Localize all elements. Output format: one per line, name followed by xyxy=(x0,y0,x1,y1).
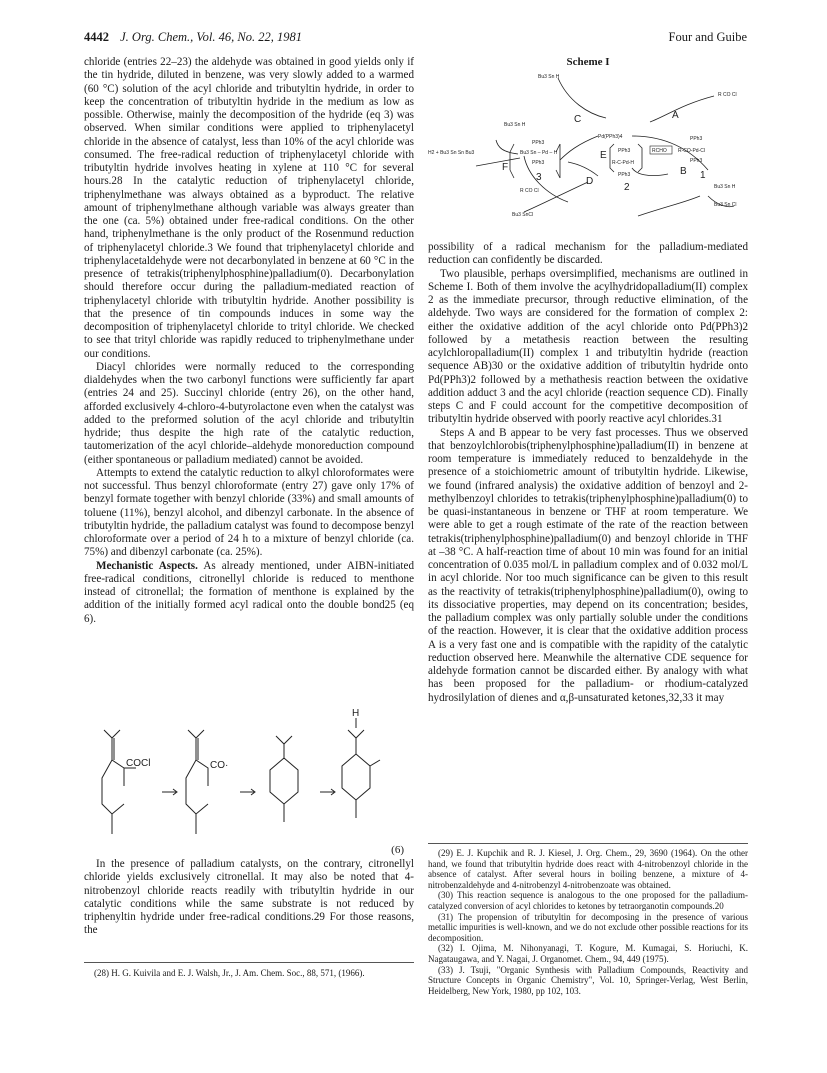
page-number: 4442 xyxy=(84,30,109,44)
step-label: D xyxy=(586,176,594,187)
scheme-title: Scheme I xyxy=(566,56,610,68)
scheme-1 xyxy=(428,56,748,236)
scheme-label: H2 + Bu3 Sn Sn Bu3 xyxy=(428,150,475,156)
scheme-label: Bu3 Sn H xyxy=(714,184,736,190)
paragraph-mechanistic xyxy=(84,560,414,626)
section-runin-heading: Mechanistic Aspects. xyxy=(96,559,198,572)
header-authors: Four and Guibe xyxy=(668,30,747,44)
equation-6-drawing xyxy=(84,706,414,842)
paragraph: chloride (entries 22–23) the aldehyde was obtained in good yields only if the tin hydride, diluted in benzene, was very slowly added to a warmed (60 °C) solution of the acyl chloride and tributyltin hydride, in order to keep the concentration of tributyltin hydride in the medium as low as possible. Otherwise, mainly the decomposition of the hydride (eq 3) was observed. When similar conditions were applied to triphenylacetyl chloride in the absence of catalyst, less than 10% of the acyl chloride was consumed. The free-radical reduction of triphenylacetyl chloride with tributyltin hydride involves heating in xylene at 110 °C for several hours.28 In the catalytic reduction of triphenylacetyl chloride, triphenylmethane was always obtained as a byproduct. The relative amount of triphenylmethane although variable was always greater than the one (ca. 5%) obtained under free-radical conditions. On the other hand, triphenylmethane is the only product of the Rosenmund reduction of triphenylacetyl chloride.3 We found that triphenylacetyl chloride and triphenylacetaldehyde were not decarbonylated in benzene at 60 °C in the presence of tetrakis(triphenylphosphine)palladium(0). Decarbonylation should therefore occur during the palladium-mediated reaction of triphenylacetyl chloride with tributyltin hydride. Another possibility is that the presence of tin compounds induces in some way the decomposition of triphenylacetyl chloride to trityl chloride. We checked to see that trityl chloride was rapidly reduced to triphenylmethane under our conditions. xyxy=(84,56,414,360)
footnote-rule xyxy=(84,962,414,963)
compound-number: 2 xyxy=(624,182,630,193)
left-column xyxy=(84,56,414,626)
scheme-label: PPh3 xyxy=(618,172,631,178)
step-label: C xyxy=(574,114,582,125)
paragraph: In the presence of palladium catalysts, on the contrary, citronellyl chloride yields exclusively citronellal. It may also be noted that 4-nitrobenzoyl chloride reacts readily with tributyltin hydride in our catalytic conditions while the same substrate is not reduced by triphenyltin hydride under free-radical conditions.29 For those reasons, the xyxy=(84,858,414,937)
scheme-label: R CO Cl xyxy=(718,92,737,98)
scheme-label: R CO Cl xyxy=(520,188,539,194)
header-left xyxy=(84,30,302,45)
scheme-label: Bu3 Sn – Pd – H xyxy=(520,150,558,156)
scheme-label: PPh3 xyxy=(690,136,703,142)
scheme-1-diagram xyxy=(428,56,748,236)
footnote-28: (28) H. G. Kuivila and E. J. Walsh, Jr., J. Am. Chem. Soc., 88, 571, (1966). xyxy=(94,968,365,978)
step-label: A xyxy=(672,110,679,121)
equation-6 xyxy=(84,706,414,856)
acyl-radical-label: CO· xyxy=(210,760,229,771)
paragraph: Attempts to extend the catalytic reduction to alkyl chloroformates were not successful. Thus benzyl chloroformate (entry 27) gave only 17% of benzyl formate together with benzyl chloride (33%) and small amounts of toluene (11%), benzyl alcohol, and dibenzyl carbonate. In the absence of tributyltin hydride, the palladium catalyst was found to decompose benzyl chloroformate over a period of 24 h to a mixture of benzyl chloride (ca. 75%) and dibenzyl carbonate (ca. 25%). xyxy=(84,466,414,559)
paragraph: Diacyl chlorides were normally reduced to the corresponding dialdehydes when the two carbonyl functions were sufficiently far apart (entries 24 and 25). Succinyl chloride (entry 26), on the other hand, afforded exclusively 4-chloro-4-butyrolactone even when the catalyst was added to the preformed solution of the acyl chloride and tributyltin hydride; thus despite the high rate of the catalytic reduction, tautomerization of the acyl chloride–aldehyde monoreduction compound (either spontaneous or palladium mediated) cannot be avoided. xyxy=(84,360,414,466)
scheme-label: Pd(PPh3)4 xyxy=(598,134,623,140)
step-label: E xyxy=(600,150,607,161)
paragraph: Steps A and B appear to be very fast processes. Thus we observed that benzoylchlorobis(triphenylphosphine)palladium(II) in benzene at room temperature is immediately reduced to benzaldehyde in the presence of a stoichiometric amount of tributyltin hydride. Likewise, we found (infrared analysis) the oxidative addition of benzoyl and 2-methylbenzoyl chlorides to tetrakis(triphenylphosphine)palladium(0) to be quasi-instantaneous in benzene or THF at room temperature. We were able to get a rough estimate of the rate of the reaction between tetrakis(triphenylphosphine)palladium(0) and benzoyl chloride in THF at –38 °C. A half-reaction time of about 10 min was found for an initial concentration of 0.035 mol/L in palladium complex and of 0.032 mol/L in acyl chloride. Nor too much significance can be given to this result as the reactivity of tetrakis(triphenylphosphine)palladium(0), owing to its dissociative properties, may depend on its concentration; besides, the palladium complex was only partially soluble under the conditions of the reaction. However, it is clear that the oxidative addition process A is a very fast one and is compatible with the rapidity of the catalytic reduction observed here. Meanwhile the alternative CDE sequence for aldehyde formation cannot be discarded either. By analogy with what has been proposed for the palladium- or rhodium-catalyzed hydrosilylation of dienes and α,β-unsaturated ketones,32,33 it may xyxy=(428,426,748,704)
footnote-rule xyxy=(428,843,748,844)
scheme-label: R-C-Pd-H xyxy=(612,160,634,166)
left-column-continued xyxy=(84,858,414,938)
footnote-30: (30) This reaction sequence is analogous to the one proposed for the palladium-catalyzed conversion of acyl chlorides to ketones by tetraorganotin compounds.20 xyxy=(428,890,748,911)
scheme-label: PPh3 xyxy=(532,160,545,166)
paragraph: Two plausible, perhaps oversimplified, mechanisms are outlined in Scheme I. Both of them involve the acylhydridopalladium(II) complex 2 as the immediate precursor, through reductive elimination, of the aldehyde. Two ways are considered for the formation of complex 2: either the oxidative addition of the acyl chloride onto Pd(PPh3)2 followed by a metathesis reaction between the resulting acylchloropalladium(II) complex 1 and tributyltin hydride (reaction sequence AB)30 or the oxidative addition of tributyltin hydride onto Pd(PPh3)2 followed by a methathesis reaction between the oxidative addition adduct 3 and the acyl chloride (reaction sequence CD). Finally steps C and F could account for the competitive decomposition of tributyltin hydride observed with poorly reactive acyl chlorides.31 xyxy=(428,267,748,426)
compound-number: 1 xyxy=(700,170,706,181)
paragraph: possibility of a radical mechanism for the palladium-mediated reduction can confidently be discarded. xyxy=(428,241,748,267)
h-label: H xyxy=(352,708,360,719)
scheme-label: PPh3 xyxy=(532,140,545,146)
scheme-label: Bu3 Sn H xyxy=(504,122,526,128)
scheme-label: Bu3 Sn Cl xyxy=(714,202,737,208)
scheme-label: R-CO-Pd-Cl xyxy=(678,148,705,154)
scheme-label: RCHO xyxy=(652,148,667,154)
footnote-32: (32) I. Ojima, M. Nihonyanagi, T. Kogure, M. Kumagai, S. Horiuchi, K. Nagataugawa, and Y. Nagai, J. Organomet. Chem., 94, 449 (1975). xyxy=(428,943,748,964)
step-label: F xyxy=(502,162,509,173)
scheme-label: Bu3 SnCl xyxy=(512,212,534,218)
scheme-label: PPh3 xyxy=(618,148,631,154)
journal-citation: J. Org. Chem., Vol. 46, No. 22, 1981 xyxy=(120,30,302,44)
footnote-31: (31) The propension of tributyltin for decomposing in the presence of various metallic impurities is well-known, and we do not exclude other possible reactions for its decomposition. xyxy=(428,911,748,943)
footnote-33: (33) J. Tsuji, "Organic Synthesis with Palladium Compounds, Reactivity and Structure Concepts in Organic Chemistry", Vol. 10, Springer-Verlag, West Berlin, Heidelberg, New York, 1980, pp 102, 103. xyxy=(428,964,748,996)
equation-number: (6) xyxy=(391,844,404,856)
right-column xyxy=(428,241,748,705)
cocl-label: COCl xyxy=(126,758,151,769)
running-header xyxy=(84,30,747,46)
footnotes-right xyxy=(428,848,748,996)
footnotes-left xyxy=(84,968,414,979)
step-label: B xyxy=(680,166,687,177)
paragraph-text: As already mentioned, under AIBN-initiated free-radical conditions, citronellyl chloride is reduced to menthone instead of citronellal; the formation of menthone is explained by the addition of the initially formed acyl radical onto the double bond25 (eq 6). xyxy=(84,559,414,625)
scheme-label: Bu3 Sn H xyxy=(538,74,560,80)
footnote-29: (29) E. J. Kupchik and R. J. Kiesel, J. Org. Chem., 29, 3690 (1964). On the other hand, we found that tributyltin hydride does react with 4-nitrobenzoyl chloride in the absence of catalyst. After several hours in boiling benzene, a mixture of 4-nitrobenzaldehyde and 4-nitrobenzyl 4-nitrobenzoate was obtained. xyxy=(428,848,748,890)
compound-number: 3 xyxy=(536,172,542,183)
scheme-label: PPh3 xyxy=(690,158,703,164)
